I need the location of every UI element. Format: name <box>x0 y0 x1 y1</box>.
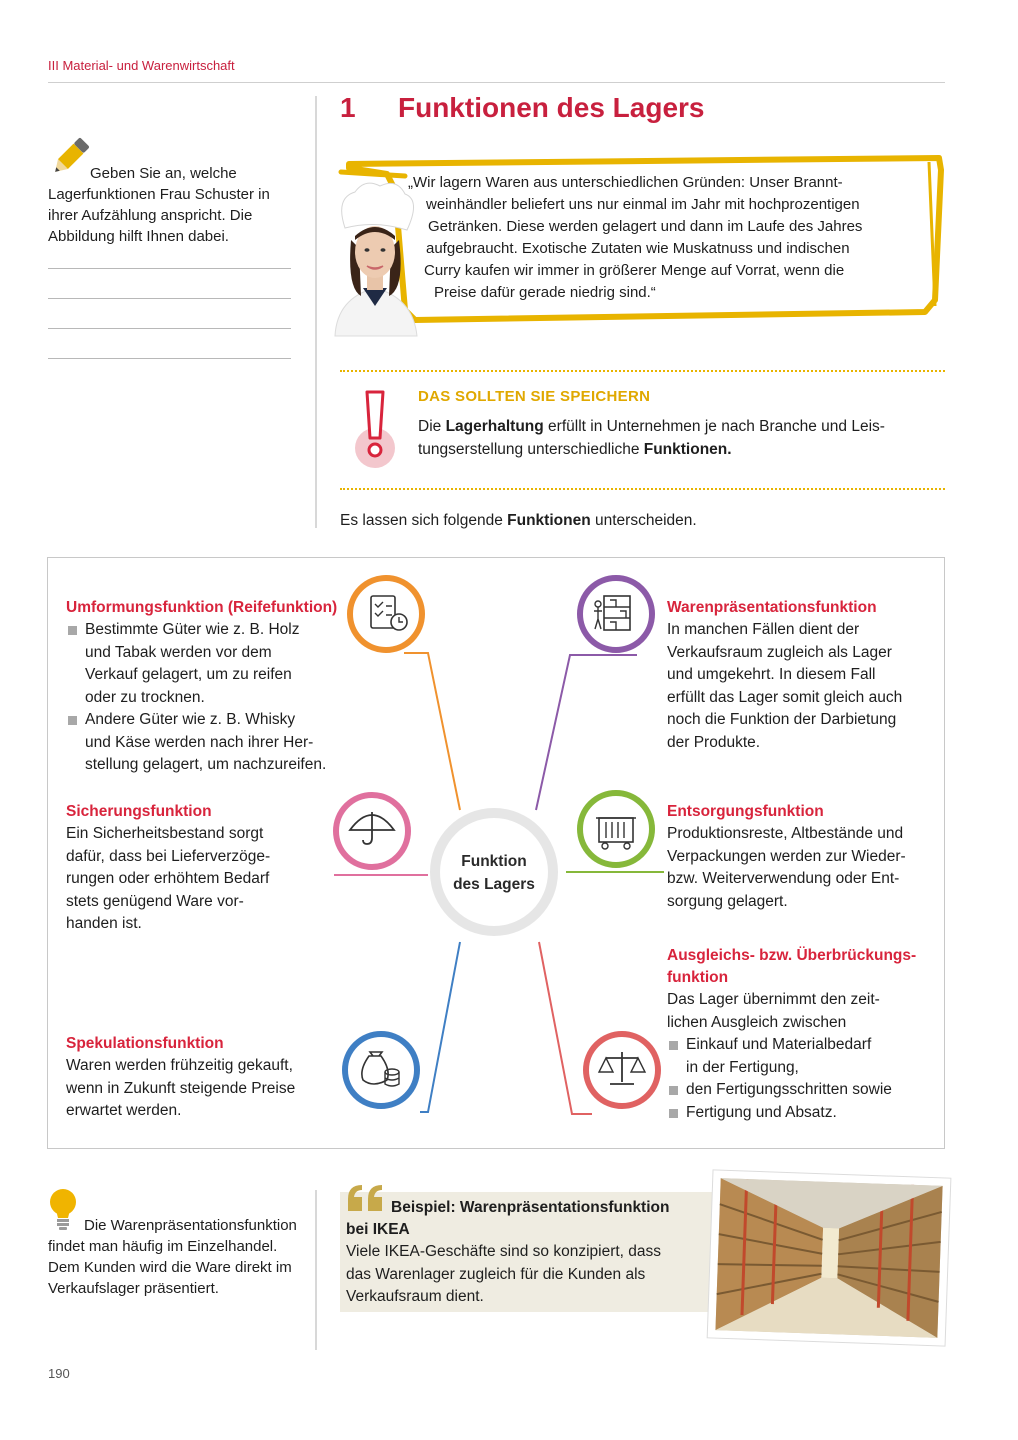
text-line: das Warenlager zugleich für die Kunden als <box>346 1265 646 1283</box>
center-label-line: Funktion <box>461 853 527 870</box>
warehouse-photo <box>704 1168 954 1350</box>
text-line: Viele IKEA-Geschäfte sind so konzipiert, dass <box>346 1243 662 1260</box>
text-line: In manchen Fällen dient der <box>667 621 860 638</box>
text-line: noch die Funktion der Darbietung <box>667 711 897 728</box>
quote-line: Preise dafür gerade niedrig sind.“ <box>434 284 656 301</box>
spekulation-title: Spekulationsfunktion <box>66 1035 224 1052</box>
center-label-line: des Lagers <box>453 876 535 893</box>
task-text: Geben Sie an, welche Lagerfunktionen Frau Schuster in ihrer Aufzählung anspricht. Die Abbildung hilft Ihnen dabei. <box>48 165 270 245</box>
bullet-item <box>66 709 366 777</box>
save-text-part: Die <box>418 418 446 435</box>
text-line: handen ist. <box>66 915 142 932</box>
umformung-body <box>66 619 366 777</box>
diagram-center-label <box>430 850 558 896</box>
spekulation-body <box>66 1055 336 1123</box>
quote-line: „Wir lagern Waren aus unterschiedlichen Gründen: Unser Brannt- <box>408 174 843 191</box>
bullet-item <box>66 619 366 709</box>
text-line: dafür, dass bei Lieferverzöge- <box>66 847 271 865</box>
ausgleich-body <box>667 989 937 1124</box>
warehouse-shelf-icon <box>580 578 652 650</box>
praesentation-title: Warenpräsentationsfunktion <box>667 599 877 616</box>
text-line: und Käse werden nach ihrer Her- <box>85 733 314 751</box>
sicherung-title: Sicherungsfunktion <box>66 803 212 820</box>
intro-part: Es lassen sich folgende <box>340 512 508 529</box>
text-line: der Produkte. <box>667 733 761 751</box>
text-line: Das Lager übernimmt den zeit- <box>667 991 880 1008</box>
connector-praesentation <box>536 655 637 810</box>
save-text-part: erfüllt in Unternehmen je nach Branche und Leis- <box>543 418 885 435</box>
text-line: lichen Ausgleich zwischen <box>667 1013 847 1031</box>
quote-line: aufgebraucht. Exotische Zutaten wie Muskatnuss und indischen <box>426 240 850 257</box>
scale-balance-icon <box>586 1034 658 1106</box>
text-line: Einkauf und Materialbedarf <box>686 1036 872 1053</box>
bullet-item <box>667 1079 937 1102</box>
text-line: Ein Sicherheitsbestand sorgt <box>66 825 264 842</box>
intro-part: unterscheiden. <box>590 512 697 529</box>
text-line: Verkaufsraum zugleich als Lager <box>667 643 892 661</box>
text-line: und Tabak werden vor dem <box>85 643 272 661</box>
text-line: und umgekehrt. In diesem Fall <box>667 666 876 683</box>
text-line: Verkaufsraum dient. <box>346 1288 484 1305</box>
save-text-bold: Funktionen. <box>643 441 732 458</box>
connector-umformung <box>404 653 460 810</box>
text-line: den Fertigungsschritten sowie <box>686 1081 892 1098</box>
example-body <box>346 1241 706 1309</box>
text-line: erfüllt das Lager somit gleich auch <box>667 688 903 706</box>
running-header: III Material- und Warenwirtschaft <box>48 58 235 73</box>
chapter-title: Funktionen des Lagers <box>398 92 705 123</box>
title-line: funktion <box>667 969 729 986</box>
text-line: rungen oder erhöhtem Bedarf <box>66 870 270 887</box>
tip-content: Die Warenpräsentationsfunktion findet man häufig im Einzelhandel. Dem Kunden wird die Ware direkt im Verkaufslager präsentiert. <box>48 1217 297 1297</box>
connector-spekulation <box>420 942 460 1112</box>
page-number: 190 <box>48 1366 70 1381</box>
entsorgung-title: Entsorgungsfunktion <box>667 803 824 820</box>
praesentation-body <box>667 619 937 754</box>
save-title: DAS SOLLTEN SIE SPEICHERN <box>418 388 651 405</box>
save-text-part: tungserstellung unterschiedliche <box>418 441 644 458</box>
text-line: Fertigung und Absatz. <box>686 1103 837 1121</box>
quote-line: Getränken. Diese werden gelagert und dann im Laufe des Jahres <box>428 218 863 235</box>
text-line: stets genügend Ware vor- <box>66 892 244 910</box>
text-line: Produktionsreste, Altbestände und <box>667 825 904 842</box>
sicherung-body <box>66 823 306 936</box>
text-line: Waren werden frühzeitig gekauft, <box>66 1057 293 1074</box>
bullet-item <box>667 1102 937 1125</box>
text-line: wenn in Zukunft steigende Preise <box>66 1079 296 1097</box>
umbrella-icon <box>336 795 408 867</box>
text-line: Bestimmte Güter wie z. B. Holz <box>85 621 300 638</box>
text-line: Andere Güter wie z. B. Whisky <box>85 711 296 728</box>
text-line: erwartet werden. <box>66 1102 182 1119</box>
ausgleich-title <box>667 945 916 989</box>
quote-line: weinhändler beliefert uns nur einmal im Jahr mit hochprozentigen <box>426 196 860 213</box>
text-line: sorgung gelagert. <box>667 892 788 910</box>
connector-ausgleich <box>539 942 592 1114</box>
entsorgung-body <box>667 823 937 913</box>
intro-bold: Funktionen <box>507 512 591 529</box>
text-line: Verkauf gelagert, um zu reifen <box>85 666 292 683</box>
tip-text <box>48 1215 298 1299</box>
text-line: stellung gelagert, um nachzureifen. <box>85 756 327 773</box>
waste-container-icon <box>580 793 652 865</box>
bullet-item <box>667 1034 937 1079</box>
quote-marks-icon <box>346 1183 386 1213</box>
example-title: Beispiel: Warenpräsentationsfunktion <box>391 1199 670 1216</box>
text-line: oder zu trocknen. <box>85 688 205 706</box>
text-line: bzw. Weiterverwendung oder Ent- <box>667 870 900 887</box>
text-line: in der Fertigung, <box>686 1058 799 1076</box>
quote-line: Curry kaufen wir immer in größerer Menge auf Vorrat, wenn die <box>424 262 845 279</box>
money-bag-coins-icon <box>345 1034 417 1106</box>
example-title: bei IKEA <box>346 1221 410 1238</box>
umformung-title: Umformungsfunktion (Reifefunktion) <box>66 599 338 616</box>
text-line: Verpackungen werden zur Wieder- <box>667 847 906 865</box>
chapter-number: 1 <box>340 92 356 123</box>
title-line: Ausgleichs- bzw. Überbrückungs- <box>667 947 917 964</box>
save-text-bold: Lagerhaltung <box>445 418 544 435</box>
